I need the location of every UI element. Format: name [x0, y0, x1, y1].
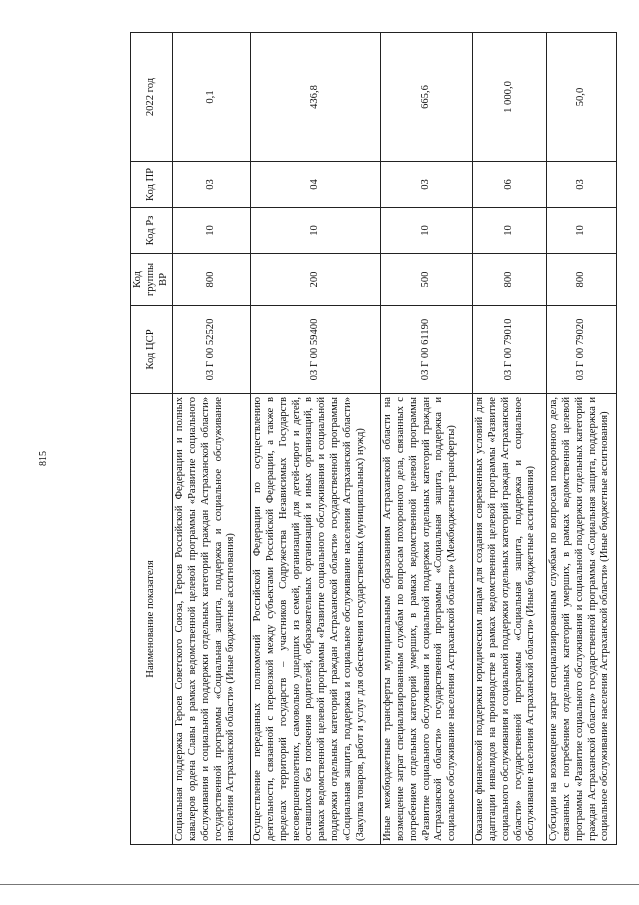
- cell-amount: 436,8: [250, 33, 380, 162]
- cell-name: Иные межбюджетные трансферты муниципальным образованиям Астраханской области на возмещение затрат специализированным службам по вопросам похоронного дела, связанных с погребением отдельных категорий умерших, в рамках ведомственной целевой программы «Развитие социального обслуживания и социальной поддержки отдельных категорий граждан Астраханской области» государственной программы «Социальная защита, поддержка и социальное обслуживание населения Астраханской области» (Межбюджетные трансферты): [380, 394, 472, 845]
- header-rz: Код Рз: [131, 208, 173, 254]
- cell-name: Социальная поддержка Героев Советского Союза, Героев Российской Федерации и полных кавалеров ордена Славы в рамках ведомственной целевой программы «Развитие социального обслуживания и социальной поддержки отдельных категорий граждан Астраханской области» государственной программы «Социальная защита, поддержка и социальное обслуживание населения Астраханской области» (Иные бюджетные ассигнования): [172, 394, 250, 845]
- budget-table: [130, 32, 617, 845]
- cell-amount: 1 000,0: [472, 33, 546, 162]
- table-row: [472, 33, 546, 845]
- cell-pr: 03: [546, 162, 616, 208]
- cell-csr: 03 Г 00 79010: [472, 306, 546, 394]
- footer-divider: [0, 884, 639, 885]
- rotated-table-container: [130, 33, 610, 845]
- header-csr: Код ЦСР: [131, 306, 173, 394]
- table-row: [380, 33, 472, 845]
- cell-rz: 10: [472, 208, 546, 254]
- cell-vr: 500: [380, 254, 472, 306]
- table-row: [250, 33, 380, 845]
- cell-name: Субсидии на возмещение затрат специализированным службам по вопросам похоронного дела, связанных с погребением отдельных категорий умерших, в рамках ведомственной целевой программы «Развитие социального обслуживания и социальной поддержки отдельных категорий граждан Астраханской области» государственной программы «Социальная защита, поддержка и социальное обслуживание населения Астраханской области» (Иные бюджетные ассигнования): [546, 394, 616, 845]
- cell-amount: 0,1: [172, 33, 250, 162]
- cell-csr: 03 Г 00 52520: [172, 306, 250, 394]
- header-pr: Код ПР: [131, 162, 173, 208]
- cell-vr: 800: [172, 254, 250, 306]
- cell-rz: 10: [250, 208, 380, 254]
- header-vr: Код группы ВР: [131, 254, 173, 306]
- table-row: [172, 33, 250, 845]
- table-header-row: [131, 33, 173, 845]
- page-number: 815: [38, 451, 49, 466]
- cell-pr: 03: [172, 162, 250, 208]
- cell-vr: 800: [546, 254, 616, 306]
- cell-name: Оказание финансовой поддержки юридическим лицам для создания современных условий для адаптации инвалидов на производстве в рамках ведомственной целевой программы «Развитие социального обслуживания и социальной поддержки отдельных категорий граждан Астраханской области» государственной программы «Социальная защита, поддержка и социальное обслуживание населения Астраханской области» (Иные бюджетные ассигнования): [472, 394, 546, 845]
- cell-rz: 10: [380, 208, 472, 254]
- header-year: 2022 год: [131, 33, 173, 162]
- cell-csr: 03 Г 00 59400: [250, 306, 380, 394]
- cell-rz: 10: [172, 208, 250, 254]
- cell-name: Осуществление переданных полномочий Российской Федерации по осуществлению деятельности, связанной с перевозкой между субъектами Российской Федерации, а также в пределах территорий государств – участников Содружества Независимых Государств несовершеннолетних, самовольно ушедших из семей, организаций для детей-сирот и детей, оставшихся без попечения родителей, образовательных организаций и иных организаций, в рамках ведомственной целевой программы «Развитие социального обслуживания и социальной поддержки отдельных категорий граждан Астраханской области» государственной программы «Социальная защита, поддержка и социальное обслуживание населения Астраханской области» (Закупка товаров, работ и услуг для обеспечения государственных (муниципальных) нужд): [250, 394, 380, 845]
- header-name: Наименование показателя: [131, 394, 173, 845]
- cell-pr: 03: [380, 162, 472, 208]
- cell-amount: 50,0: [546, 33, 616, 162]
- cell-vr: 800: [472, 254, 546, 306]
- cell-csr: 03 Г 00 61190: [380, 306, 472, 394]
- cell-vr: 200: [250, 254, 380, 306]
- cell-pr: 04: [250, 162, 380, 208]
- cell-csr: 03 Г 00 79020: [546, 306, 616, 394]
- table-row: [546, 33, 616, 845]
- cell-rz: 10: [546, 208, 616, 254]
- cell-amount: 665,6: [380, 33, 472, 162]
- cell-pr: 06: [472, 162, 546, 208]
